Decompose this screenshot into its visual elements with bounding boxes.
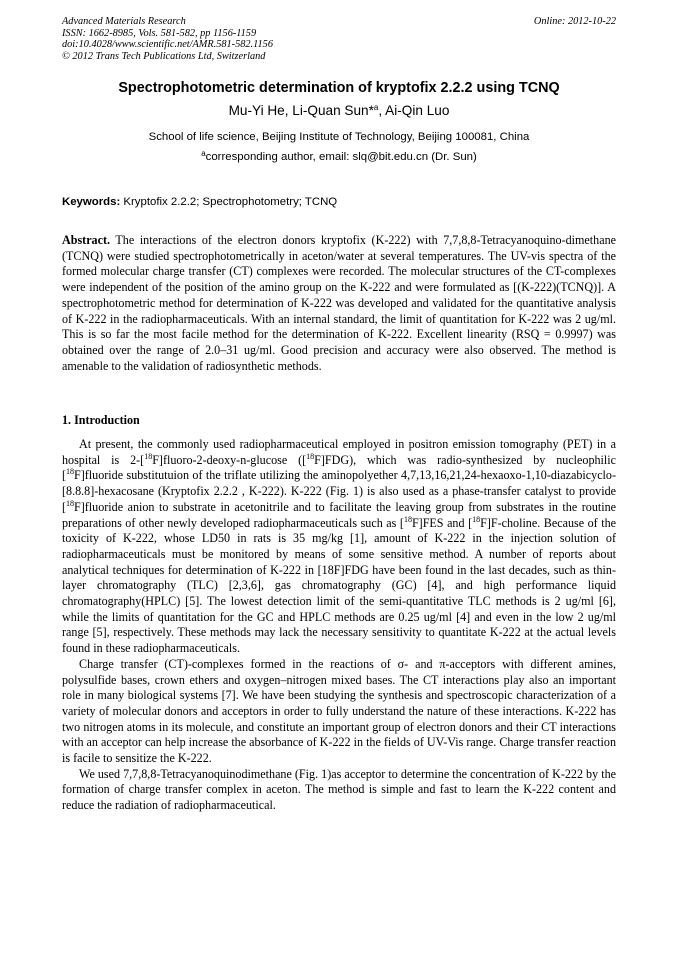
p1-text: F]fluoro-2-deoxy-n-glucose ([ [152, 452, 307, 467]
introduction-body [62, 437, 616, 814]
copyright-line: © 2012 Trans Tech Publications Ltd, Switzerland [62, 50, 266, 62]
p1-text: F]fluoride anion to substrate in acetonitrile and to facilitate the leaving group from substrates in the routine preparations of other newly developed radiopharmaceuticals such as [ [62, 499, 616, 530]
corresponding-author [40, 151, 638, 163]
intro-paragraph-1 [62, 437, 616, 657]
issn-line: ISSN: 1662-8985, Vols. 581-582, pp 1156-1159 [62, 27, 257, 39]
p1-text: F]F-choline. Because of the toxicity of K-222, whose LD50 in rats is 35 mg/kg [1], amount of K-222 in the injection solution of radiopharmaceuticals must be monitored by means of some sensitive method. A number of reports about analytical techniques for determination of K-222 in [18F]FDG have been found in the last decades, such as thin-layer chromatography (TLC) [2,3,6], gas chromatography (GC) [4], and high performance liquid chromatography(HPLC) [5]. The lowest detection limit of the semi-quantitative TLC methods is 2 ug/ml [6], while the limits of quantitation for the GC and HPLC methods are 0.25 ug/ml [4] and even in the low 2 ug/ml range [5], respectively. These methods may lack the necessary sensitivity to quantitate K-222 at the actual levels found in these radiopharmaceuticals. [62, 515, 616, 656]
p1-text: F]FDG), which was radio-synthesized by nucleophilic [ [62, 452, 616, 483]
journal-header [62, 16, 273, 62]
p1-text: F]FES and [ [411, 515, 473, 530]
doi-line: doi:10.4028/www.scientific.net/AMR.581-582.1156 [62, 39, 273, 51]
keywords-label: Keywords: [62, 196, 121, 208]
isotope-sup: 18 [144, 451, 153, 461]
affiliation: School of life science, Beijing Institute of Technology, Beijing 100081, China [148, 131, 530, 143]
isotope-sup: 18 [66, 498, 75, 508]
authors-tail: , Ai-Qin Luo [378, 103, 450, 118]
online-date: Online: 2012-10-22 [533, 16, 616, 27]
corr-sup: a [201, 149, 206, 158]
paper-title: Spectrophotometric determination of kryptofix 2.2.2 using TCNQ [118, 80, 560, 96]
author-list [40, 103, 638, 118]
p1-text: F]fluoride substitutuion of the triflate utilizing the aminopolyether 4,7,13,16,21,24-hexaoxo-1,10-diazabicyclo-[8.8.8]-hexacosane (Kryptofix 2.2.2 , K-222). K-222 (Fig. 1) is also used as a phase-transfer catalyst to provide [ [62, 468, 616, 514]
isotope-sup: 18 [403, 514, 412, 524]
isotope-sup: 18 [472, 514, 481, 524]
journal-name: Advanced Materials Research [62, 16, 186, 27]
keywords [62, 196, 337, 208]
abstract-label: Abstract. [62, 233, 111, 247]
abstract-text: The interactions of the electron donors kryptofix (K-222) with 7,7,8,8-Tetracyanoquino-dimethane (TCNQ) were studied spectrophotometrically in aceton/water at several temperatures. The UV-vis spectra of the formed molecular charge transfer (CT) complexes were recorded. The molecular structures of the CT-complexes were independent of the position of the amino group on the K-222 and were formulated as [(K-222)(TCNQ)]. A spectrophotometric method for determination of K-222 was developed and validated for the quantitative analysis of K-222 in the radiopharmaceuticals. With an internal standard, the limit of quantitation for K-222 was 2 ug/ml. This is so far the most facile method for the determination of K-222. Excellent linearity (RSQ = 0.9997) was obtained over the range of 2.0–31 ug/ml. Good precision and accuracy were also observed. The method is amenable to the validation of radiosynthetic methods. [62, 233, 616, 373]
p1-text: At present, the commonly used radiopharmaceutical employed in positron emission tomography (PET) in a hospital is 2-[ [62, 437, 616, 467]
keywords-text: Kryptofix 2.2.2; Spectrophotometry; TCNQ [120, 196, 338, 208]
authors-sup: a [373, 103, 379, 112]
section-title: 1. Introduction [62, 413, 140, 427]
corr-text: corresponding author, email: slq@bit.edu.cn (Dr. Sun) [205, 151, 477, 163]
isotope-sup: 18 [66, 467, 75, 477]
abstract [62, 233, 616, 374]
intro-paragraph-2: Charge transfer (CT)-complexes formed in the reactions of σ- and π-acceptors with different amines, polysulfide bases, crown ethers and oxygen–nitrogen mixed bases. The CT interactions play also an important role in many biological systems [7]. We have been studying the synthesis and spectroscopic characterization of a variety of molecular donors and acceptors in order to fully understand the nature of these interactions. K-222 has two nitrogen atoms in its molecule, and constitute an important group of electron donors and their CT interactions with an acceptor can help increase the absorbance of K-222 in the fields of UV-Vis range. Charge transfer reaction is facile to sensitize the K-222. [62, 656, 616, 766]
authors-text: Mu-Yi He, Li-Quan Sun* [228, 103, 374, 118]
isotope-sup: 18 [306, 451, 315, 461]
intro-paragraph-3: We used 7,7,8,8-Tetracyanoquinodimethane (Fig. 1)as acceptor to determine the concentration of K-222 by the formation of charge transfer complex in aceton. The method is simple and fast to learn the K-222 content and reduce the radiation of radiopharmaceutical. [62, 766, 616, 813]
